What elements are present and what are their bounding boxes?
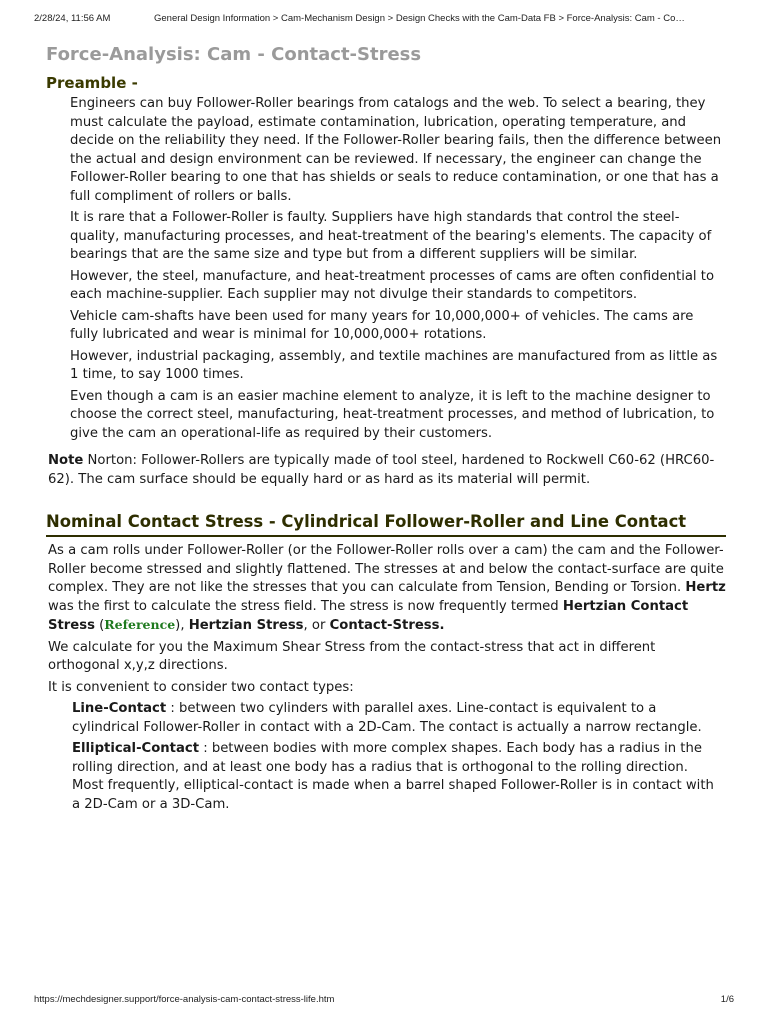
note-paragraph xyxy=(46,452,726,489)
note-text: Norton: Follower-Rollers are typically made of tool steel, hardened to Rockwell C60-62 (HRC60-62). The cam surface should be equally hard or as hard as its material will permit. xyxy=(48,453,715,487)
print-footer xyxy=(34,994,734,1005)
note-label: Note xyxy=(48,453,84,468)
contact-type-term: Elliptical-Contact xyxy=(72,741,199,756)
section-paragraph: It is convenient to consider two contact types: xyxy=(48,679,354,695)
text-run: ( xyxy=(94,618,105,633)
contact-type-desc: : between two cylinders with parallel axes. Line-contact is equivalent to a cylindrical Follower-Roller in contact with a 2D-Cam. The contact is actually a narrow rectangle. xyxy=(72,701,702,735)
contact-type-item xyxy=(72,700,722,737)
article xyxy=(46,44,726,817)
contact-type-item xyxy=(72,740,722,814)
print-header xyxy=(34,13,744,24)
breadcrumb: General Design Information > Cam-Mechanism Design > Design Checks with the Cam-Data FB > Force-Analysis: Cam - Co… xyxy=(154,13,685,24)
section-paragraph xyxy=(48,542,726,636)
term-hertzian-contact-stress: Hertzian Contact Stress xyxy=(48,598,689,633)
section-heading: Nominal Contact Stress - Cylindrical Follower-Roller and Line Contact xyxy=(46,511,726,537)
preamble-body xyxy=(46,95,726,443)
preamble-paragraph: Even though a cam is an easier machine element to analyze, it is left to the machine designer to choose the correct steel, manufacturing, heat-treatment processes, and method of lubrication, to give the cam an operational-life as required by their customers. xyxy=(70,388,715,441)
preamble-paragraph: Vehicle cam-shafts have been used for many years for 10,000,000+ of vehicles. The cams are fully lubricated and wear is minimal for 10,000,000+ rotations. xyxy=(70,308,694,342)
preamble-paragraph: However, industrial packaging, assembly, and textile machines are manufactured from as little as 1 time, to say 1000 times. xyxy=(70,348,718,382)
term-hertzian-stress: Hertzian Stress xyxy=(188,618,304,633)
preamble-paragraph: Engineers can buy Follower-Roller bearings from catalogs and the web. To select a bearing, they must calculate the payload, estimate contamination, lubrication, operating temperature, and decide on the reliability they need. If the Follower-Roller bearing fails, then the difference between the actual and design environment can be reviewed. If necessary, the engineer can change the Follower-Roller bearing to one that has shields or seals to reduce contamination, or one that has a full compliment of rollers or balls. xyxy=(70,96,722,204)
text-run: ), xyxy=(175,618,189,633)
page-title: Force-Analysis: Cam - Contact-Stress xyxy=(46,44,422,65)
text-run: was the first to calculate the stress field. The stress is now frequently termed xyxy=(48,598,563,614)
section-paragraph: We calculate for you the Maximum Shear Stress from the contact-stress that act in different orthogonal x,y,z directions. xyxy=(48,639,656,673)
term-contact-stress: Contact-Stress. xyxy=(329,618,445,633)
page-url: https://mechdesigner.support/force-analysis-cam-contact-stress-life.htm xyxy=(34,994,335,1005)
term-hertz: Hertz xyxy=(685,580,726,595)
preamble-paragraph: It is rare that a Follower-Roller is faulty. Suppliers have high standards that control the steel-quality, manufacturing processes, and heat-treatment of the bearing's elements. The capacity of bearings that are the same size and type but from a different suppliers will be similar. xyxy=(70,210,712,262)
text-run: , or xyxy=(303,618,330,633)
reference-link[interactable]: Reference xyxy=(104,617,176,632)
text-run: As a cam rolls under Follower-Roller (or the Follower-Roller rolls over a cam) the cam and the Follower-Roller become stressed and slightly flattened. The stresses at and below the contact-surface are quite complex. They are not like the stresses that you can calculate from Tension, Bending or Torsion. xyxy=(48,543,724,595)
preamble-heading: Preamble - xyxy=(46,74,138,92)
page-number: 1/6 xyxy=(720,994,734,1005)
print-datetime: 2/28/24, 11:56 AM xyxy=(34,13,111,24)
section-body xyxy=(46,542,726,814)
contact-type-term: Line-Contact xyxy=(72,701,167,716)
contact-type-desc: : between bodies with more complex shapes. Each body has a radius in the rolling direction, and at least one body has a radius that is orthogonal to the rolling direction. Most frequently, elliptical-contact is made when a barrel shaped Follower-Roller is in contact with a 2D-Cam or a 3D-Cam. xyxy=(72,741,714,812)
preamble-paragraph: However, the steel, manufacture, and heat-treatment processes of cams are often confidential to each machine-supplier. Each supplier may not divulge their standards to competitors. xyxy=(70,268,715,302)
contact-types-list xyxy=(48,700,726,814)
